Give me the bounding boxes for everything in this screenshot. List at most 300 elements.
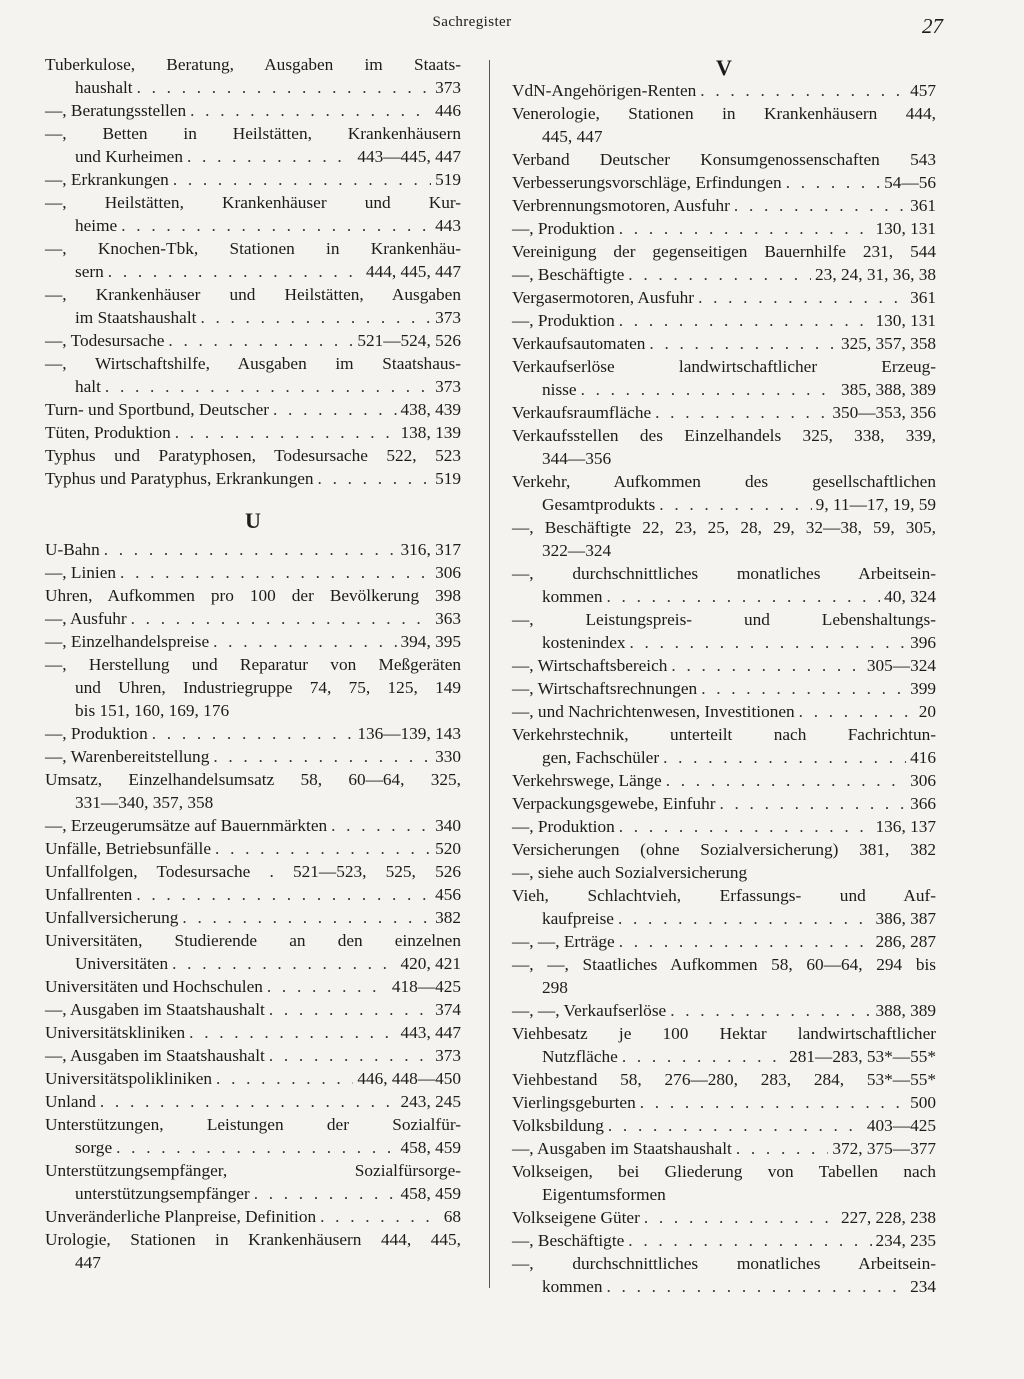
- entry-text: Unfallrenten: [45, 885, 133, 904]
- entry-text: unterstützungsempfänger: [75, 1184, 250, 1203]
- entry-text: Verkehrstechnik, unterteilt nach Fachrichtun-: [512, 725, 936, 744]
- entry-line: [512, 401, 936, 424]
- entry-line: [45, 122, 461, 145]
- entry-line: [512, 355, 936, 378]
- dot-leader: [182, 906, 431, 929]
- entry-line: [45, 584, 461, 607]
- index-entry: [45, 191, 461, 237]
- index-entry: [512, 1114, 936, 1137]
- index-entry: [512, 1022, 936, 1068]
- entry-line: [512, 424, 936, 447]
- entry-line: [512, 884, 936, 907]
- entry-text: kostenindex: [542, 633, 626, 652]
- entry-text: Verbrennungsmotoren, Ausfuhr: [512, 196, 730, 215]
- entry-line: [45, 1182, 461, 1205]
- dot-leader: [786, 171, 880, 194]
- entry-line: [512, 286, 936, 309]
- index-entry: [45, 860, 461, 883]
- running-header: Sachregister: [432, 14, 512, 30]
- entry-text: U-Bahn: [45, 540, 100, 559]
- entry-line: [45, 1067, 461, 1090]
- entry-text: Unfallversicherung: [45, 908, 179, 927]
- entry-line: [45, 676, 461, 699]
- entry-line: [45, 538, 461, 561]
- entry-line: [45, 214, 461, 237]
- index-entry: [512, 999, 936, 1022]
- page-reference: 373: [435, 377, 461, 396]
- dot-leader: [619, 309, 872, 332]
- entry-text: Venerologie, Stationen in Krankenhäusern 444,: [512, 104, 936, 123]
- entry-text: —, Beschäftigte 22, 23, 25, 28, 29, 32—38, 59, 305,: [512, 518, 936, 537]
- entry-text: Volkseigene Güter: [512, 1208, 640, 1227]
- entry-line: [512, 309, 936, 332]
- entry-line: [512, 493, 936, 516]
- index-entry: [45, 538, 461, 561]
- index-entry: [45, 653, 461, 722]
- entry-text: Volkseigen, bei Gliederung von Tabellen nach: [512, 1162, 936, 1181]
- entry-text: Eigentumsformen: [542, 1185, 666, 1204]
- page-reference: 366: [910, 794, 936, 813]
- entry-text: —, —, Verkaufserlöse: [512, 1001, 667, 1020]
- entry-line: [512, 1114, 936, 1137]
- page-reference: 325, 357, 358: [840, 334, 936, 353]
- entry-text: Turn- und Sportbund, Deutscher: [45, 400, 270, 419]
- page-reference: 243, 245: [400, 1092, 461, 1111]
- entry-text: Unterstützungen, Leistungen der Sozialfür-: [45, 1115, 461, 1134]
- dot-leader: [215, 837, 431, 860]
- index-entry: [512, 148, 936, 171]
- entry-text: Vierlingsgeburten: [512, 1093, 636, 1112]
- entry-line: [45, 306, 461, 329]
- dot-leader: [318, 467, 432, 490]
- index-entry: [45, 168, 461, 191]
- index-entry: [512, 654, 936, 677]
- entry-text: Unfallfolgen, Todesursache . 521—523, 525, 526: [45, 862, 461, 881]
- entry-text: Nutzfläche: [542, 1047, 618, 1066]
- page-reference: 458, 459: [400, 1138, 461, 1157]
- dot-leader: [701, 677, 906, 700]
- entry-text: —, Krankenhäuser und Heilstätten, Ausgaben: [45, 285, 461, 304]
- dot-leader: [581, 378, 837, 401]
- dot-leader: [628, 1229, 871, 1252]
- entry-text: Tüten, Produktion: [45, 423, 171, 442]
- dot-leader: [269, 998, 431, 1021]
- entry-text: Gesamtprodukts: [542, 495, 656, 514]
- entry-text: Vergasermotoren, Ausfuhr: [512, 288, 695, 307]
- index-entry: [512, 194, 936, 217]
- dot-leader: [200, 306, 431, 329]
- page-reference: 394, 395: [400, 632, 461, 651]
- dot-leader: [655, 401, 828, 424]
- page-reference: 444, 445, 447: [365, 262, 461, 281]
- index-entry: [45, 768, 461, 814]
- column-divider: [489, 60, 490, 1288]
- page-reference: 9, 11—17, 19, 59: [815, 495, 936, 514]
- entry-text: —, und Nachrichtenwesen, Investitionen: [512, 702, 795, 721]
- page-reference: 136, 137: [875, 817, 936, 836]
- entry-text: Vereinigung der gegenseitigen Bauernhilfe 231, 544: [512, 242, 936, 261]
- entry-text: bis 151, 160, 169, 176: [75, 701, 230, 720]
- page-reference: 458, 459: [400, 1184, 461, 1203]
- index-entry: [45, 975, 461, 998]
- entry-text: Urologie, Stationen in Krankenhäusern 444, 445,: [45, 1230, 461, 1249]
- entry-line: [512, 125, 936, 148]
- index-entry: [45, 329, 461, 352]
- dot-leader: [640, 1091, 906, 1114]
- entry-line: [45, 860, 461, 883]
- page-reference: 227, 228, 238: [840, 1208, 936, 1227]
- entry-text: Verpackungsgewebe, Einfuhr: [512, 794, 716, 813]
- entry-text: Verkaufsraumfläche: [512, 403, 652, 422]
- entry-line: [512, 1183, 936, 1206]
- entry-text: Universitätspolikliniken: [45, 1069, 213, 1088]
- entry-line: [512, 930, 936, 953]
- dot-leader: [269, 1044, 431, 1067]
- entry-text: —, siehe auch Sozialversicherung: [512, 863, 748, 882]
- dot-leader: [120, 561, 431, 584]
- entry-line: [45, 145, 461, 168]
- page-reference: 403—425: [866, 1116, 936, 1135]
- index-entry: [45, 99, 461, 122]
- page-reference: 373: [435, 1046, 461, 1065]
- dot-leader: [606, 1275, 906, 1298]
- dot-leader: [108, 260, 362, 283]
- entry-text: —, Leistungspreis- und Lebenshaltungs-: [512, 610, 936, 629]
- page-reference: 446, 448—450: [357, 1069, 461, 1088]
- index-entry: [45, 607, 461, 630]
- index-entry: [512, 792, 936, 815]
- index-entry: [45, 444, 461, 467]
- dot-leader: [331, 814, 431, 837]
- page-reference: 374: [435, 1000, 461, 1019]
- dot-leader: [131, 607, 431, 630]
- entry-text: Umsatz, Einzelhandelsumsatz 58, 60—64, 325,: [45, 770, 461, 789]
- page-reference: 350—353, 356: [832, 403, 936, 422]
- entry-line: [45, 722, 461, 745]
- entry-line: [512, 1229, 936, 1252]
- index-entry: [512, 355, 936, 401]
- dot-leader: [630, 631, 907, 654]
- index-entry: [45, 467, 461, 490]
- entry-line: [45, 791, 461, 814]
- section-letter: U: [245, 508, 261, 533]
- page-reference: 361: [910, 196, 936, 215]
- entry-text: —, Ausgaben im Staatshaushalt: [45, 1000, 265, 1019]
- dot-leader: [619, 217, 872, 240]
- page-reference: 373: [435, 308, 461, 327]
- entry-text: Uhren, Aufkommen pro 100 der Bevölkerung 398: [45, 586, 461, 605]
- entry-line: [45, 1159, 461, 1182]
- entry-text: Unfälle, Betriebsunfälle: [45, 839, 212, 858]
- index-entry: [45, 998, 461, 1021]
- entry-text: Verband Deutscher Konsumgenossenschaften 543: [512, 150, 936, 169]
- dot-leader: [736, 1137, 828, 1160]
- page-reference: 457: [910, 81, 936, 100]
- index-entry: [45, 283, 461, 329]
- entry-line: [45, 1021, 461, 1044]
- entry-text: Verkehr, Aufkommen des gesellschaftlichen: [512, 472, 936, 491]
- index-entry: [45, 1067, 461, 1090]
- page-reference: 519: [435, 469, 461, 488]
- index-entry: [45, 1159, 461, 1205]
- dot-leader: [105, 375, 431, 398]
- entry-line: [512, 746, 936, 769]
- entry-text: —, Warenbereitstellung: [45, 747, 210, 766]
- entry-text: 445, 447: [542, 127, 603, 146]
- entry-text: im Staatshaushalt: [75, 308, 197, 327]
- index-entry: [512, 1206, 936, 1229]
- page-reference: 399: [910, 679, 936, 698]
- entry-line: [45, 191, 461, 214]
- entry-line: [512, 585, 936, 608]
- entry-line: [45, 1136, 461, 1159]
- entry-line: [45, 1205, 461, 1228]
- entry-line: [45, 975, 461, 998]
- index-entry: [512, 240, 936, 263]
- entry-text: —, Produktion: [45, 724, 148, 743]
- entry-text: —, Beschäftigte: [512, 1231, 625, 1250]
- entry-text: Unland: [45, 1092, 96, 1111]
- entry-text: —, Betten in Heilstätten, Krankenhäusern: [45, 124, 461, 143]
- entry-line: [45, 467, 461, 490]
- entry-text: VdN-Angehörigen-Renten: [512, 81, 697, 100]
- index-entry: [512, 769, 936, 792]
- dot-leader: [189, 1021, 396, 1044]
- entry-line: [512, 608, 936, 631]
- entry-text: —, Produktion: [512, 219, 615, 238]
- dot-leader: [152, 722, 354, 745]
- page-reference: 234: [910, 1277, 936, 1296]
- index-entry: [45, 1044, 461, 1067]
- index-entry: [45, 722, 461, 745]
- entry-text: —, Heilstätten, Krankenhäuser und Kur-: [45, 193, 461, 212]
- page-reference: 68: [443, 1207, 461, 1226]
- entry-text: —, Wirtschaftsrechnungen: [512, 679, 698, 698]
- index-entry: [512, 470, 936, 516]
- dot-leader: [666, 769, 906, 792]
- entry-line: [45, 699, 461, 722]
- page-reference: 54—56: [884, 173, 936, 192]
- dot-leader: [121, 214, 431, 237]
- dot-leader: [698, 286, 906, 309]
- index-entry: [512, 838, 936, 861]
- entry-line: [512, 470, 936, 493]
- entry-line: [512, 217, 936, 240]
- entry-line: [45, 1044, 461, 1067]
- index-entry: [512, 424, 936, 470]
- entry-line: [512, 240, 936, 263]
- index-entry: [512, 286, 936, 309]
- entry-line: [512, 263, 936, 286]
- entry-line: [512, 677, 936, 700]
- entry-line: [512, 447, 936, 470]
- entry-text: sern: [75, 262, 104, 281]
- index-entry: [45, 837, 461, 860]
- index-entry: [512, 1137, 936, 1160]
- entry-text: 298: [542, 978, 568, 997]
- page-reference: 316, 317: [400, 540, 461, 559]
- entry-text: Unveränderliche Planpreise, Definition: [45, 1207, 317, 1226]
- entry-line: [45, 53, 461, 76]
- index-entry: [512, 1160, 936, 1206]
- page-reference: 519: [435, 170, 461, 189]
- entry-line: [512, 861, 936, 884]
- page-reference: 305—324: [866, 656, 936, 675]
- entry-line: [512, 1022, 936, 1045]
- entry-line: [512, 792, 936, 815]
- entry-text: Vieh, Schlachtvieh, Erfassungs- und Auf-: [512, 886, 936, 905]
- entry-line: [45, 883, 461, 906]
- dot-leader: [618, 907, 872, 930]
- entry-line: [512, 723, 936, 746]
- entry-line: [512, 1091, 936, 1114]
- entry-text: 331—340, 357, 358: [75, 793, 214, 812]
- page-reference: 416: [910, 748, 936, 767]
- entry-line: [45, 607, 461, 630]
- dot-leader: [216, 1067, 353, 1090]
- entry-text: —, Todesursache: [45, 331, 165, 350]
- entry-text: —, Erkrankungen: [45, 170, 169, 189]
- entry-text: Universitäten, Studierende an den einzelnen: [45, 931, 461, 950]
- index-entry: [512, 516, 936, 562]
- index-entry: [512, 723, 936, 769]
- entry-text: sorge: [75, 1138, 113, 1157]
- page-reference: 385, 388, 389: [840, 380, 936, 399]
- entry-text: —, Herstellung und Reparatur von Meßgeräten: [45, 655, 461, 674]
- index-entry: [45, 561, 461, 584]
- entry-line: [45, 1251, 461, 1274]
- entry-text: und Kurheimen: [75, 147, 183, 166]
- entry-line: [45, 444, 461, 467]
- entry-line: [45, 99, 461, 122]
- page-reference: 456: [435, 885, 461, 904]
- dot-leader: [273, 398, 397, 421]
- page-reference: 20: [918, 702, 936, 721]
- page-reference: 138, 139: [400, 423, 461, 442]
- entry-line: [45, 745, 461, 768]
- index-entry: [512, 401, 936, 424]
- entry-line: [512, 102, 936, 125]
- entry-text: Typhus und Paratyphosen, Todesursache 522, 523: [45, 446, 461, 465]
- dot-leader: [254, 1182, 397, 1205]
- index-entry: [45, 398, 461, 421]
- index-entry: [512, 217, 936, 240]
- page-reference: 281—283, 53*—55*: [789, 1047, 936, 1066]
- index-entry: [45, 745, 461, 768]
- index-entry: [512, 608, 936, 654]
- entry-text: —, Wirtschaftsbereich: [512, 656, 668, 675]
- entry-line: [512, 148, 936, 171]
- index-entry: [45, 1228, 461, 1274]
- page-reference: 520: [435, 839, 461, 858]
- page-reference: 306: [910, 771, 936, 790]
- entry-text: halt: [75, 377, 101, 396]
- dot-leader: [187, 145, 353, 168]
- entry-text: gen, Fachschüler: [542, 748, 660, 767]
- entry-line: [45, 906, 461, 929]
- entry-text: Versicherungen (ohne Sozialversicherung) 381, 382: [512, 840, 936, 859]
- page-reference: 330: [435, 747, 461, 766]
- entry-line: [45, 952, 461, 975]
- entry-line: [512, 907, 936, 930]
- entry-text: Viehbesatz je 100 Hektar landwirtschaftlicher: [512, 1024, 936, 1043]
- entry-line: [512, 79, 936, 102]
- dot-leader: [104, 538, 397, 561]
- entry-text: 344—356: [542, 449, 612, 468]
- entry-line: [45, 283, 461, 306]
- entry-text: Viehbestand 58, 276—280, 283, 284, 53*—55*: [512, 1070, 936, 1089]
- entry-line: [512, 1206, 936, 1229]
- page-reference: 396: [910, 633, 936, 652]
- entry-text: nisse: [542, 380, 577, 399]
- index-entry: [512, 1091, 936, 1114]
- entry-text: und Uhren, Industriegruppe 74, 75, 125, 149: [75, 678, 461, 697]
- entry-line: [45, 1228, 461, 1251]
- index-entry: [512, 930, 936, 953]
- entry-text: haushalt: [75, 78, 133, 97]
- page-reference: 443: [435, 216, 461, 235]
- dot-leader: [628, 263, 811, 286]
- entry-line: [512, 194, 936, 217]
- entry-line: [45, 168, 461, 191]
- page-reference: 388, 389: [875, 1001, 936, 1020]
- entry-text: Typhus und Paratyphus, Erkrankungen: [45, 469, 314, 488]
- page-reference: 361: [910, 288, 936, 307]
- entry-line: [512, 171, 936, 194]
- entry-text: Tuberkulose, Beratung, Ausgaben im Staats-: [45, 55, 461, 74]
- entry-line: [512, 1045, 936, 1068]
- entry-text: —, Einzelhandelspreise: [45, 632, 210, 651]
- index-entry: [45, 584, 461, 607]
- page-reference: 340: [435, 816, 461, 835]
- index-entry: [45, 352, 461, 398]
- dot-leader: [671, 654, 862, 677]
- entry-text: —, Produktion: [512, 311, 615, 330]
- index-entry: [512, 562, 936, 608]
- entry-text: 322—324: [542, 541, 612, 560]
- index-entry: [45, 1205, 461, 1228]
- dot-leader: [213, 745, 431, 768]
- dot-leader: [608, 1114, 863, 1137]
- entry-text: —, durchschnittliches monatliches Arbeitsein-: [512, 1254, 936, 1273]
- entry-text: —, Ausfuhr: [45, 609, 127, 628]
- dot-leader: [659, 493, 811, 516]
- entry-text: kommen: [542, 587, 603, 606]
- page-number: 27: [922, 14, 943, 38]
- index-entry: [45, 421, 461, 444]
- entry-text: Universitäten und Hochschulen: [45, 977, 263, 996]
- entry-line: [512, 815, 936, 838]
- entry-line: [45, 998, 461, 1021]
- entry-text: —, Beschäftigte: [512, 265, 625, 284]
- page-reference: 443, 447: [400, 1023, 461, 1042]
- entry-line: [45, 1113, 461, 1136]
- index-entry: [512, 1068, 936, 1091]
- entry-text: —, Linien: [45, 563, 117, 582]
- entry-line: [512, 838, 936, 861]
- entry-text: Verbesserungsvorschläge, Erfindungen: [512, 173, 782, 192]
- index-entry: [512, 171, 936, 194]
- entry-text: —, Beratungsstellen: [45, 101, 187, 120]
- index-entry: [512, 953, 936, 999]
- page-reference: 373: [435, 78, 461, 97]
- dot-leader: [734, 194, 906, 217]
- entry-text: Verkehrswege, Länge: [512, 771, 662, 790]
- index-entry: [512, 1229, 936, 1252]
- index-entry: [512, 79, 936, 102]
- page-reference: 446: [435, 101, 461, 120]
- index-entry: [45, 929, 461, 975]
